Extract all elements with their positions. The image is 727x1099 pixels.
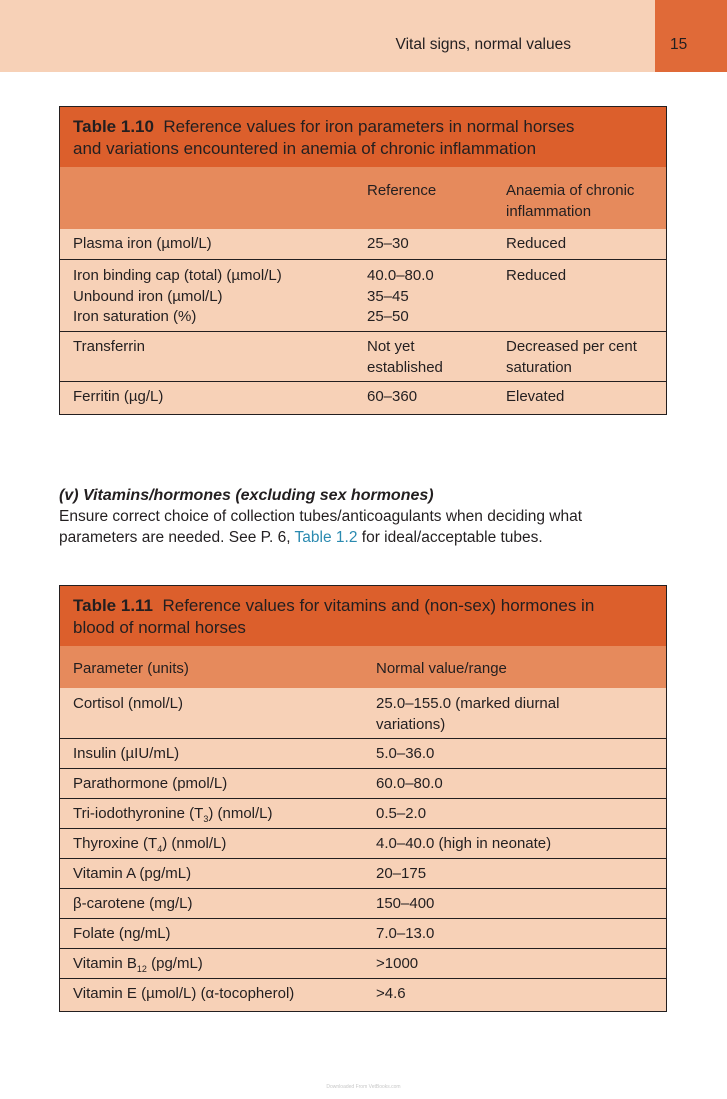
table-caption-line2: and variations encountered in anemia of chronic inflammation: [73, 139, 537, 158]
table-row: Parathormone (pmol/L) 60.0–80.0: [60, 768, 666, 798]
running-title: Vital signs, normal values: [395, 36, 571, 53]
footer-watermark: Downloaded From VetBooks.com: [326, 1084, 401, 1090]
page-number: 15: [670, 36, 688, 53]
header-reference: Reference: [367, 182, 437, 199]
table-caption-line2: blood of normal horses: [73, 618, 246, 637]
table-caption: [60, 586, 666, 646]
table-label: Table 1.10: [73, 117, 154, 136]
header-parameter: Parameter (units): [73, 660, 189, 677]
table-header-row: [60, 167, 666, 229]
table-row: Ferritin (µg/L) 60–360 Elevated: [60, 381, 666, 414]
vitamins-hormones-table: [59, 585, 667, 1012]
page-number-box: [655, 0, 727, 72]
header-anaemia: Anaemia of chronic inflammation: [506, 182, 635, 220]
table-label: Table 1.11: [73, 596, 154, 615]
table-row: Insulin (µIU/mL) 5.0–36.0: [60, 738, 666, 768]
iron-parameters-table: [59, 106, 667, 415]
table-row: Folate (ng/mL) 7.0–13.0: [60, 918, 666, 948]
table-row: Tri-iodothyronine $(T_3)$ (nmol/L) 0.5–2.0: [60, 798, 666, 828]
table-row: β-carotene (mg/L) 150–400: [60, 888, 666, 918]
table-caption: [60, 107, 666, 167]
header-normal-value: Normal value/range: [376, 660, 507, 677]
table-header-row: [60, 646, 666, 688]
table-caption-line1: Reference values for iron parameters in normal horses: [163, 117, 575, 136]
table-row: Vitamin A (pg/mL) 20–175: [60, 858, 666, 888]
table-row: Iron binding cap (total) (µmol/L) Unbound iron (µmol/L) Iron saturation (%) 40.0–80.0 35–45 25–50 Reduced: [60, 259, 666, 331]
running-header: [0, 0, 655, 72]
table-caption-line1: Reference values for vitamins and (non-sex) hormones in: [162, 596, 595, 615]
section-body: Ensure correct choice of collection tubes/anticoagulants when deciding what parameters are needed. See P. 6, Table 1.2 for ideal/acceptable tubes.: [59, 508, 583, 546]
table-row: Cortisol (nmol/L) 25.0–155.0 (marked diurnal variations): [73, 695, 560, 733]
table-row: Plasma iron (µmol/L) 25–30 Reduced: [73, 235, 567, 252]
section-heading: (v) Vitamins/hormones (excluding sex hormones): [59, 487, 434, 504]
table-row: Vitamin $B_{12}$ (pg/mL) >1000: [60, 948, 666, 978]
table-row: Transferrin Not yet established Decreased per cent saturation: [60, 331, 666, 381]
table-1-2-link[interactable]: Table 1.2: [294, 528, 358, 546]
table-row: Thyroxine $(T_4)$ (nmol/L) 4.0–40.0 (high in neonate): [60, 828, 666, 858]
table-row: Vitamin E (µmol/L) (α-tocopherol) >4.6: [60, 978, 666, 1011]
